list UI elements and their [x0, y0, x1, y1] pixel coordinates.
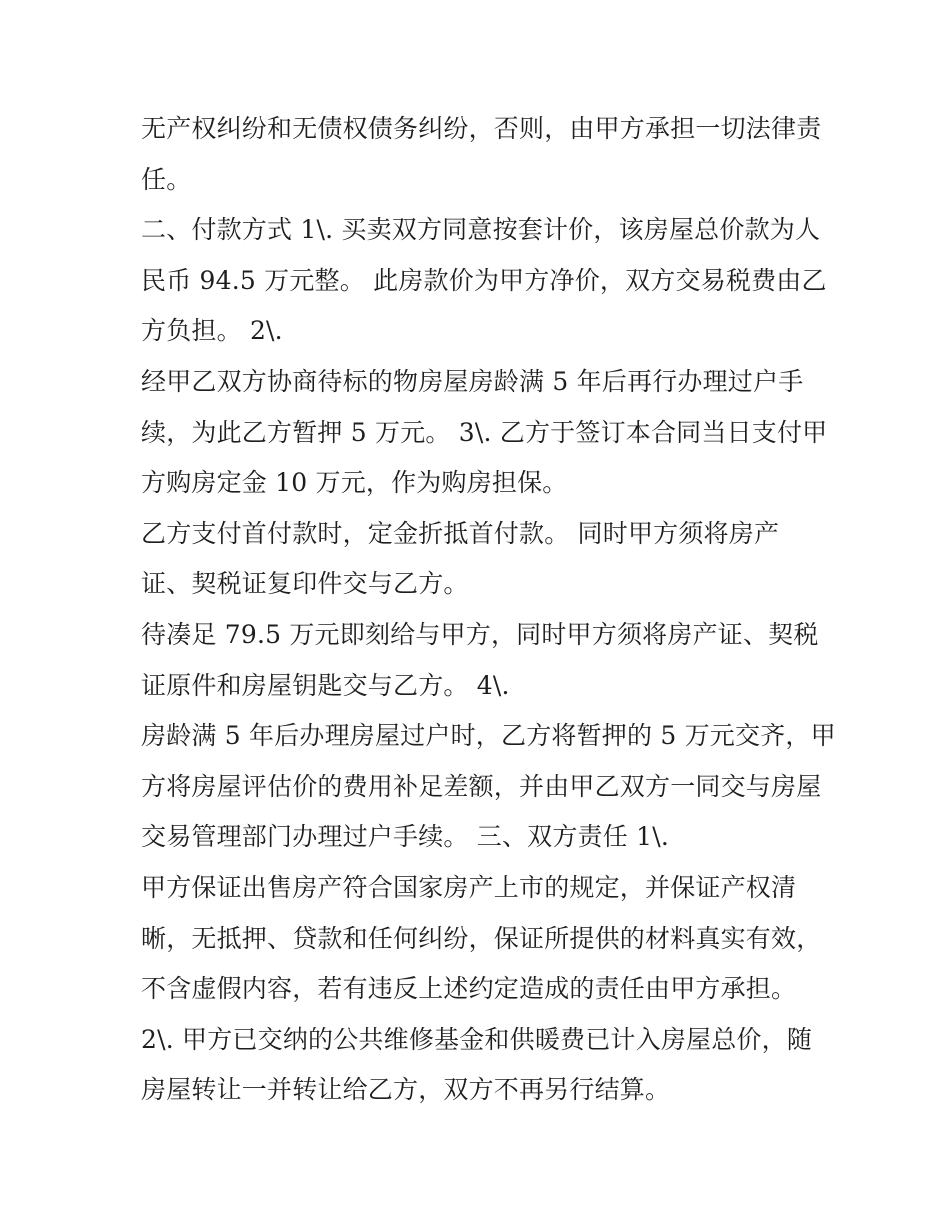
text-line-3: 二、付款方式 1\. 买卖双方同意按套计价，该房屋总价款为人: [141, 215, 821, 245]
text-line-19: 2\. 甲方已交纳的公共维修基金和供暖费已计入房屋总价，随: [141, 1024, 813, 1054]
text-line-20: 房屋转让一并转让给乙方，双方不再另行结算。: [141, 1075, 671, 1105]
text-line-13: 房龄满 5 年后办理房屋过户时，乙方将暂押的 5 万元交齐，甲: [141, 721, 836, 751]
text-line-14: 方将房屋评估价的费用补足差额，并由甲乙双方一同交与房屋: [141, 771, 822, 801]
text-line-11: 待凑足 79.5 万元即刻给与甲方，同时甲方须将房产证、契税: [141, 619, 819, 649]
text-line-4: 民币 94.5 万元整。 此房款价为甲方净价，双方交易税费由乙: [141, 265, 827, 295]
text-line-18: 不含虚假内容，若有违反上述约定造成的责任由甲方承担。: [141, 974, 797, 1004]
text-line-1: 无产权纠纷和无债权债务纠纷，否则，由甲方承担一切法律责: [141, 114, 822, 143]
text-line-17: 晰，无抵押、贷款和任何纠纷，保证所提供的材料真实有效，: [141, 923, 822, 953]
text-line-5: 方负担。 2\.: [141, 316, 283, 346]
text-line-8: 方购房定金 10 万元，作为购房担保。: [141, 468, 568, 498]
text-line-16: 甲方保证出售房产符合国家房产上市的规定，并保证产权清: [141, 872, 797, 902]
text-line-7: 续，为此乙方暂押 5 万元。 3\. 乙方于签订本合同当日支付甲: [141, 417, 828, 447]
text-line-6: 经甲乙双方协商待标的物房屋房龄满 5 年后再行办理过户手: [141, 366, 804, 396]
text-line-10: 证、契税证复印件交与乙方。: [141, 569, 469, 599]
text-line-9: 乙方支付首付款时，定金折抵首付款。 同时甲方须将房产: [141, 518, 780, 548]
text-line-15: 交易管理部门办理过户手续。 三、双方责任 1\.: [141, 822, 669, 852]
text-line-12: 证原件和房屋钥匙交与乙方。 4\.: [141, 670, 510, 700]
text-line-2: 任。: [141, 164, 192, 194]
contract-text-body: [141, 104, 836, 1116]
